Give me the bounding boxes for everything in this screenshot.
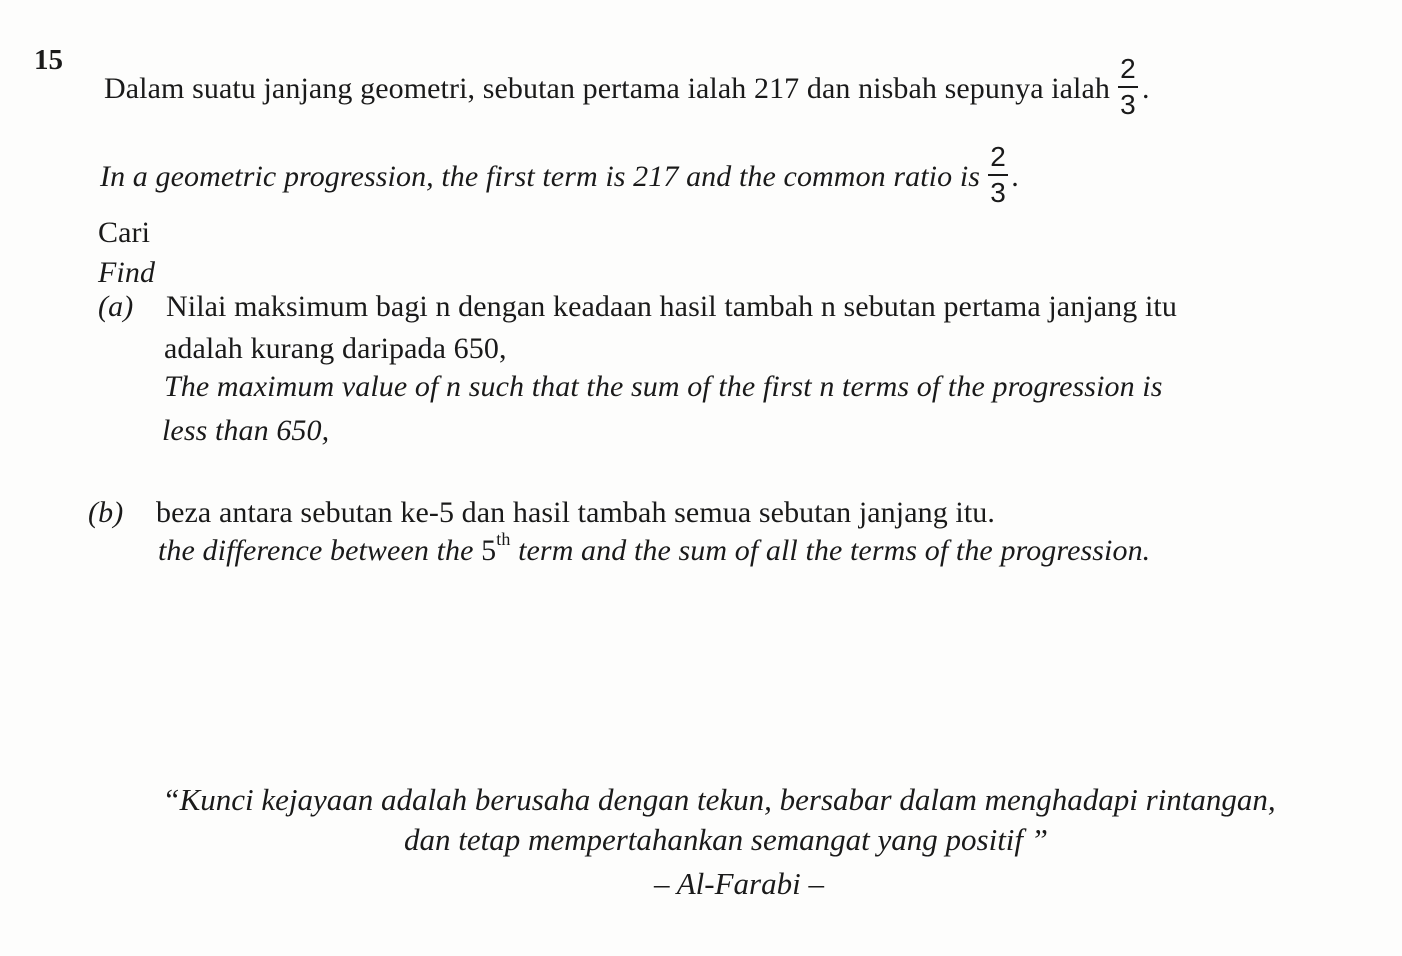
part-b-malay: beza antara sebutan ke-5 dan hasil tambah semua sebutan janjang itu. [156,496,995,529]
part-b-english-before: the difference between the [158,534,474,567]
ratio-denominator: 3 [1120,89,1136,120]
ratio-numerator: 2 [1120,53,1136,84]
find-english: Find [98,256,156,289]
quote-line1: “Kunci kejayaan adalah berusaha dengan tekun, bersabar dalam menghadapi rintangan, [162,782,1276,817]
part-b-line1 [88,496,995,530]
fraction-bar [988,174,1008,176]
question-number: 15 [34,44,63,76]
part-a-english-line1: The maximum value of n such that the sum of the first n terms of the progression is [164,370,1163,403]
part-b-label: (b) [88,496,124,529]
ratio-denominator: 3 [990,177,1006,208]
intro-malay [104,53,1150,124]
period: . [1142,71,1150,105]
part-b-english-after: term and the sum of all the terms of the progression. [518,534,1151,567]
part-b-english [158,529,1151,568]
period: . [1012,159,1020,193]
ratio-fraction-english [988,142,1008,208]
quote-line2: dan tetap mempertahankan semangat yang positif ” [403,822,1049,857]
ordinal-number: 5 [481,534,497,567]
quote-author: – Al-Farabi – [654,866,824,901]
intro-malay-text: Dalam suatu janjang geometri, sebutan pertama ialah 217 dan nisbah sepunya ialah [104,71,1111,105]
part-a-malay-line2: adalah kurang daripada 650, [164,332,507,365]
part-a-english-line2: less than 650, [162,414,330,447]
ratio-fraction-malay [1118,54,1138,120]
part-a-malay-line1: Nilai maksimum bagi n dengan keadaan hasil tambah n sebutan pertama janjang itu [166,290,1177,323]
intro-english-text: In a geometric progression, the first term is 217 and the common ratio is [100,159,981,193]
part-a-line1 [98,290,1177,324]
find-malay: Cari [98,216,151,249]
ratio-numerator: 2 [990,141,1006,172]
part-a-label: (a) [98,290,134,323]
fraction-bar [1118,86,1138,88]
ordinal-suffix: th [496,529,511,549]
intro-english [100,141,1020,212]
